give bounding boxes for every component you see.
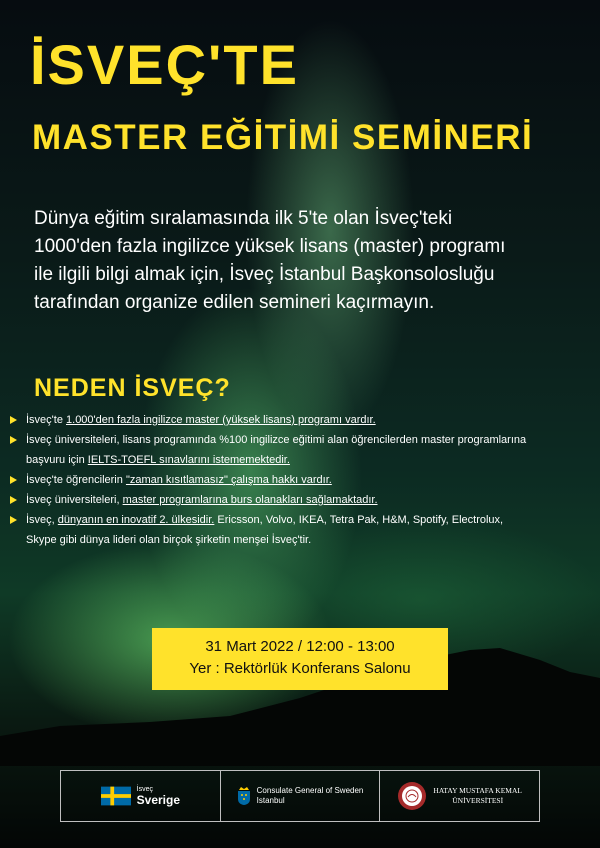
bullet-triangle-icon <box>10 436 17 444</box>
page-title: İSVEÇ'TE <box>30 33 299 96</box>
intro-line: Dünya eğitim sıralamasında ilk 5'te olan İsveç'teki <box>34 208 453 229</box>
bullet-highlight: "zaman kısıtlamasız" çalışma hakkı vardır. <box>125 474 332 486</box>
list-item <box>10 490 590 510</box>
list-item <box>10 510 590 530</box>
sweden-logo <box>61 771 221 821</box>
bullet-triangle-icon <box>10 516 17 524</box>
bullet-text: İsveç üniversiteleri, <box>26 494 123 506</box>
bullet-triangle-icon <box>10 496 17 504</box>
event-info-box <box>152 628 448 690</box>
consulate-logo <box>221 771 381 821</box>
list-item-continuation <box>10 450 590 470</box>
sweden-logo-big: Sverige <box>136 792 181 807</box>
list-item <box>10 470 590 490</box>
sweden-logo-small: İsveç <box>136 785 153 793</box>
intro-line: tarafından organize edilen semineri kaçırmayın. <box>34 292 435 313</box>
list-item <box>10 410 590 430</box>
bullet-text: Ericsson, Volvo, IKEA, Tetra Pak, H&M, Spotify, Electrolux, <box>214 514 504 526</box>
list-item <box>10 430 590 450</box>
consulate-city: Istanbul <box>256 796 285 805</box>
reasons-list <box>10 410 590 550</box>
footer-logos <box>60 770 540 822</box>
intro-line: ile ilgili bilgi almak için, İsveç İstanbul Başkonsolosluğu <box>34 264 495 285</box>
intro-line: 1000'den fazla ingilizce yüksek lisans (master) programı <box>34 236 506 257</box>
page-subtitle: MASTER EĞİTİMİ SEMİNERİ <box>32 118 534 157</box>
bullet-text: İsveç'te <box>26 414 67 426</box>
crown-shield-icon <box>237 786 251 806</box>
bullet-highlight: IELTS-TOEFL sınavlarını istememektedir. <box>87 454 290 466</box>
bullet-highlight: master programlarına burs olanakları sağlamaktadır. <box>122 494 378 506</box>
intro-paragraph <box>34 205 574 317</box>
bullet-triangle-icon <box>10 416 17 424</box>
bullet-text: İsveç'te öğrencilerin <box>26 474 126 486</box>
bullet-triangle-icon <box>10 476 17 484</box>
why-sweden-heading: NEDEN İSVEÇ? <box>34 374 231 402</box>
bullet-text: başvuru için <box>26 454 88 466</box>
bullet-text: İsveç üniversiteleri, lisans programında %100 ingilizce eğitimi alan öğrencilerden master programlarına <box>26 434 527 446</box>
list-item-continuation <box>10 530 590 550</box>
bullet-highlight: 1.000'den fazla ingilizce master (yüksek lisans) programı vardır. <box>66 414 376 426</box>
swedish-flag-icon <box>101 786 131 806</box>
event-location: Yer : Rektörlük Konferans Salonu <box>189 660 411 677</box>
bullet-text: Skype gibi dünya lideri olan birçok şirketin menşei İsveç'tir. <box>26 534 312 546</box>
university-seal-icon <box>397 781 427 811</box>
university-suffix: ÜNİVERSİTESİ <box>452 796 504 805</box>
university-name: HATAY MUSTAFA KEMAL <box>433 786 522 795</box>
bullet-highlight: dünyanın en inovatif 2. ülkesidir. <box>57 514 215 526</box>
university-logo <box>380 771 539 821</box>
consulate-name: Consulate General of Sweden <box>256 786 364 795</box>
event-datetime: 31 Mart 2022 / 12:00 - 13:00 <box>205 638 395 655</box>
bullet-text: İsveç, <box>26 514 58 526</box>
